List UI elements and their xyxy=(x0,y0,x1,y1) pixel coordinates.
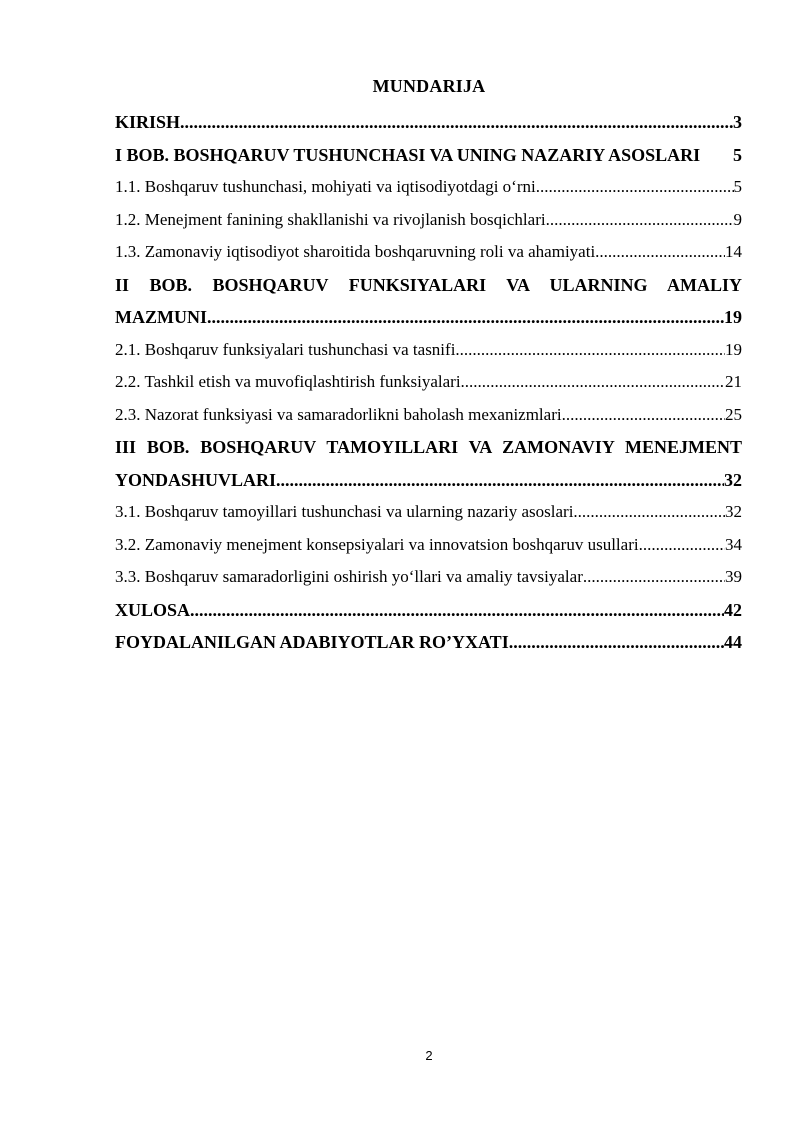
toc-leader-dots xyxy=(461,366,725,399)
toc-entry-kirish[interactable] xyxy=(115,106,742,139)
toc-entry-page: 32 xyxy=(725,502,742,521)
toc-entry-2-2[interactable] xyxy=(115,366,742,399)
toc-entry-1-1[interactable] xyxy=(115,171,742,204)
toc-entry-label: 2.3. Nazorat funksiyasi va samaradorlikni baholash mexanizmlari xyxy=(115,404,562,424)
toc-leader-dots xyxy=(509,626,724,659)
toc-entry-label: 1.1. Boshqaruv tushunchasi, mohiyati va iqtisodiyotdagi o‘rni xyxy=(115,177,536,196)
toc-leader-dots xyxy=(573,496,725,529)
toc-entry-page: 19 xyxy=(725,339,742,359)
toc-entry-label: III BOB. BOSHQARUV TAMOYILLARI VA ZAMONAVIY MENEJMENT xyxy=(115,437,742,457)
toc-entry-page: 9 xyxy=(733,209,742,229)
toc-entry-page: 5 xyxy=(733,177,742,196)
toc-entry-references[interactable] xyxy=(115,626,742,659)
toc-entry-label: II BOB. BOSHQARUV FUNKSIYALARI VA ULARNING AMALIY xyxy=(115,274,742,295)
toc-leader-dots xyxy=(562,399,725,432)
toc-entry-1-3[interactable] xyxy=(115,236,742,269)
toc-entry-chapter-2-cont[interactable] xyxy=(115,301,742,334)
toc-entry-label: FOYDALANILGAN ADABIYOTLAR RO’YXATI xyxy=(115,632,509,652)
toc-entry-page: 19 xyxy=(724,307,742,327)
toc-leader-dots xyxy=(595,236,725,269)
toc-entry-label: 1.3. Zamonaviy iqtisodiyot sharoitida boshqaruvning roli va ahamiyati xyxy=(115,242,596,261)
toc-entry-chapter-1[interactable] xyxy=(115,139,742,172)
toc-entry-xulosa[interactable] xyxy=(115,594,742,627)
toc-entry-2-3[interactable] xyxy=(115,399,742,432)
toc-entry-label: 3.3. Boshqaruv samaradorligini oshirish yo‘llari va amaliy tavsiyalar xyxy=(115,567,583,586)
toc-entry-label: 1.2. Menejment fanining shakllanishi va rivojlanish bosqichlari xyxy=(115,209,546,229)
toc-entry-chapter-3[interactable] xyxy=(115,431,742,464)
toc-entry-3-3[interactable] xyxy=(115,561,742,594)
toc-entry-chapter-3-cont[interactable] xyxy=(115,464,742,497)
toc-leader-dots xyxy=(536,171,734,204)
toc-entry-page: 34 xyxy=(725,534,742,554)
toc-leader-dots xyxy=(207,301,724,334)
toc-leader-dots xyxy=(190,594,724,627)
page-number: 2 xyxy=(425,1048,433,1063)
toc-leader-dots xyxy=(455,334,725,367)
toc-leader-dots xyxy=(546,204,734,237)
toc-entry-1-2[interactable] xyxy=(115,204,742,237)
toc-entry-page: 14 xyxy=(725,242,742,261)
toc-entry-label: MAZMUNI xyxy=(115,307,207,327)
toc-entry-label: I BOB. BOSHQARUV TUSHUNCHASI VA UNING NAZARIY ASOSLARI xyxy=(115,144,701,165)
toc-entry-label: 2.2. Tashkil etish va muvofiqlashtirish funksiyalari xyxy=(115,372,461,391)
toc-entry-page: 3 xyxy=(733,112,742,132)
toc-title: MUNDARIJA xyxy=(372,76,486,96)
toc-entry-label: KIRISH xyxy=(115,112,181,132)
toc-entry-label: 2.1. Boshqaruv funksiyalari tushunchasi va tasnifi xyxy=(115,339,456,359)
toc-entry-page: 39 xyxy=(725,567,742,586)
toc-entry-label: XULOSA xyxy=(115,599,191,620)
table-of-contents xyxy=(115,106,742,659)
toc-entry-page: 5 xyxy=(733,144,742,165)
toc-entry-label: 3.2. Zamonaviy menejment konsepsiyalari va innovatsion boshqaruv usullari xyxy=(115,534,639,554)
toc-entry-page: 32 xyxy=(724,469,742,490)
toc-leader-dots xyxy=(639,529,725,562)
toc-entry-chapter-2[interactable] xyxy=(115,269,742,302)
toc-entry-page: 44 xyxy=(724,632,742,652)
toc-entry-page: 21 xyxy=(725,372,742,391)
toc-leader-dots xyxy=(276,464,724,497)
toc-entry-2-1[interactable] xyxy=(115,334,742,367)
toc-leader-dots xyxy=(583,561,725,594)
toc-entry-label: 3.1. Boshqaruv tamoyillari tushunchasi va ularning nazariy asoslari xyxy=(115,502,574,521)
toc-entry-3-1[interactable] xyxy=(115,496,742,529)
toc-entry-label: YONDASHUVLARI xyxy=(115,469,277,490)
toc-leader-dots xyxy=(180,106,733,139)
toc-entry-page: 42 xyxy=(724,599,742,620)
toc-entry-page: 25 xyxy=(725,404,742,424)
toc-entry-3-2[interactable] xyxy=(115,529,742,562)
